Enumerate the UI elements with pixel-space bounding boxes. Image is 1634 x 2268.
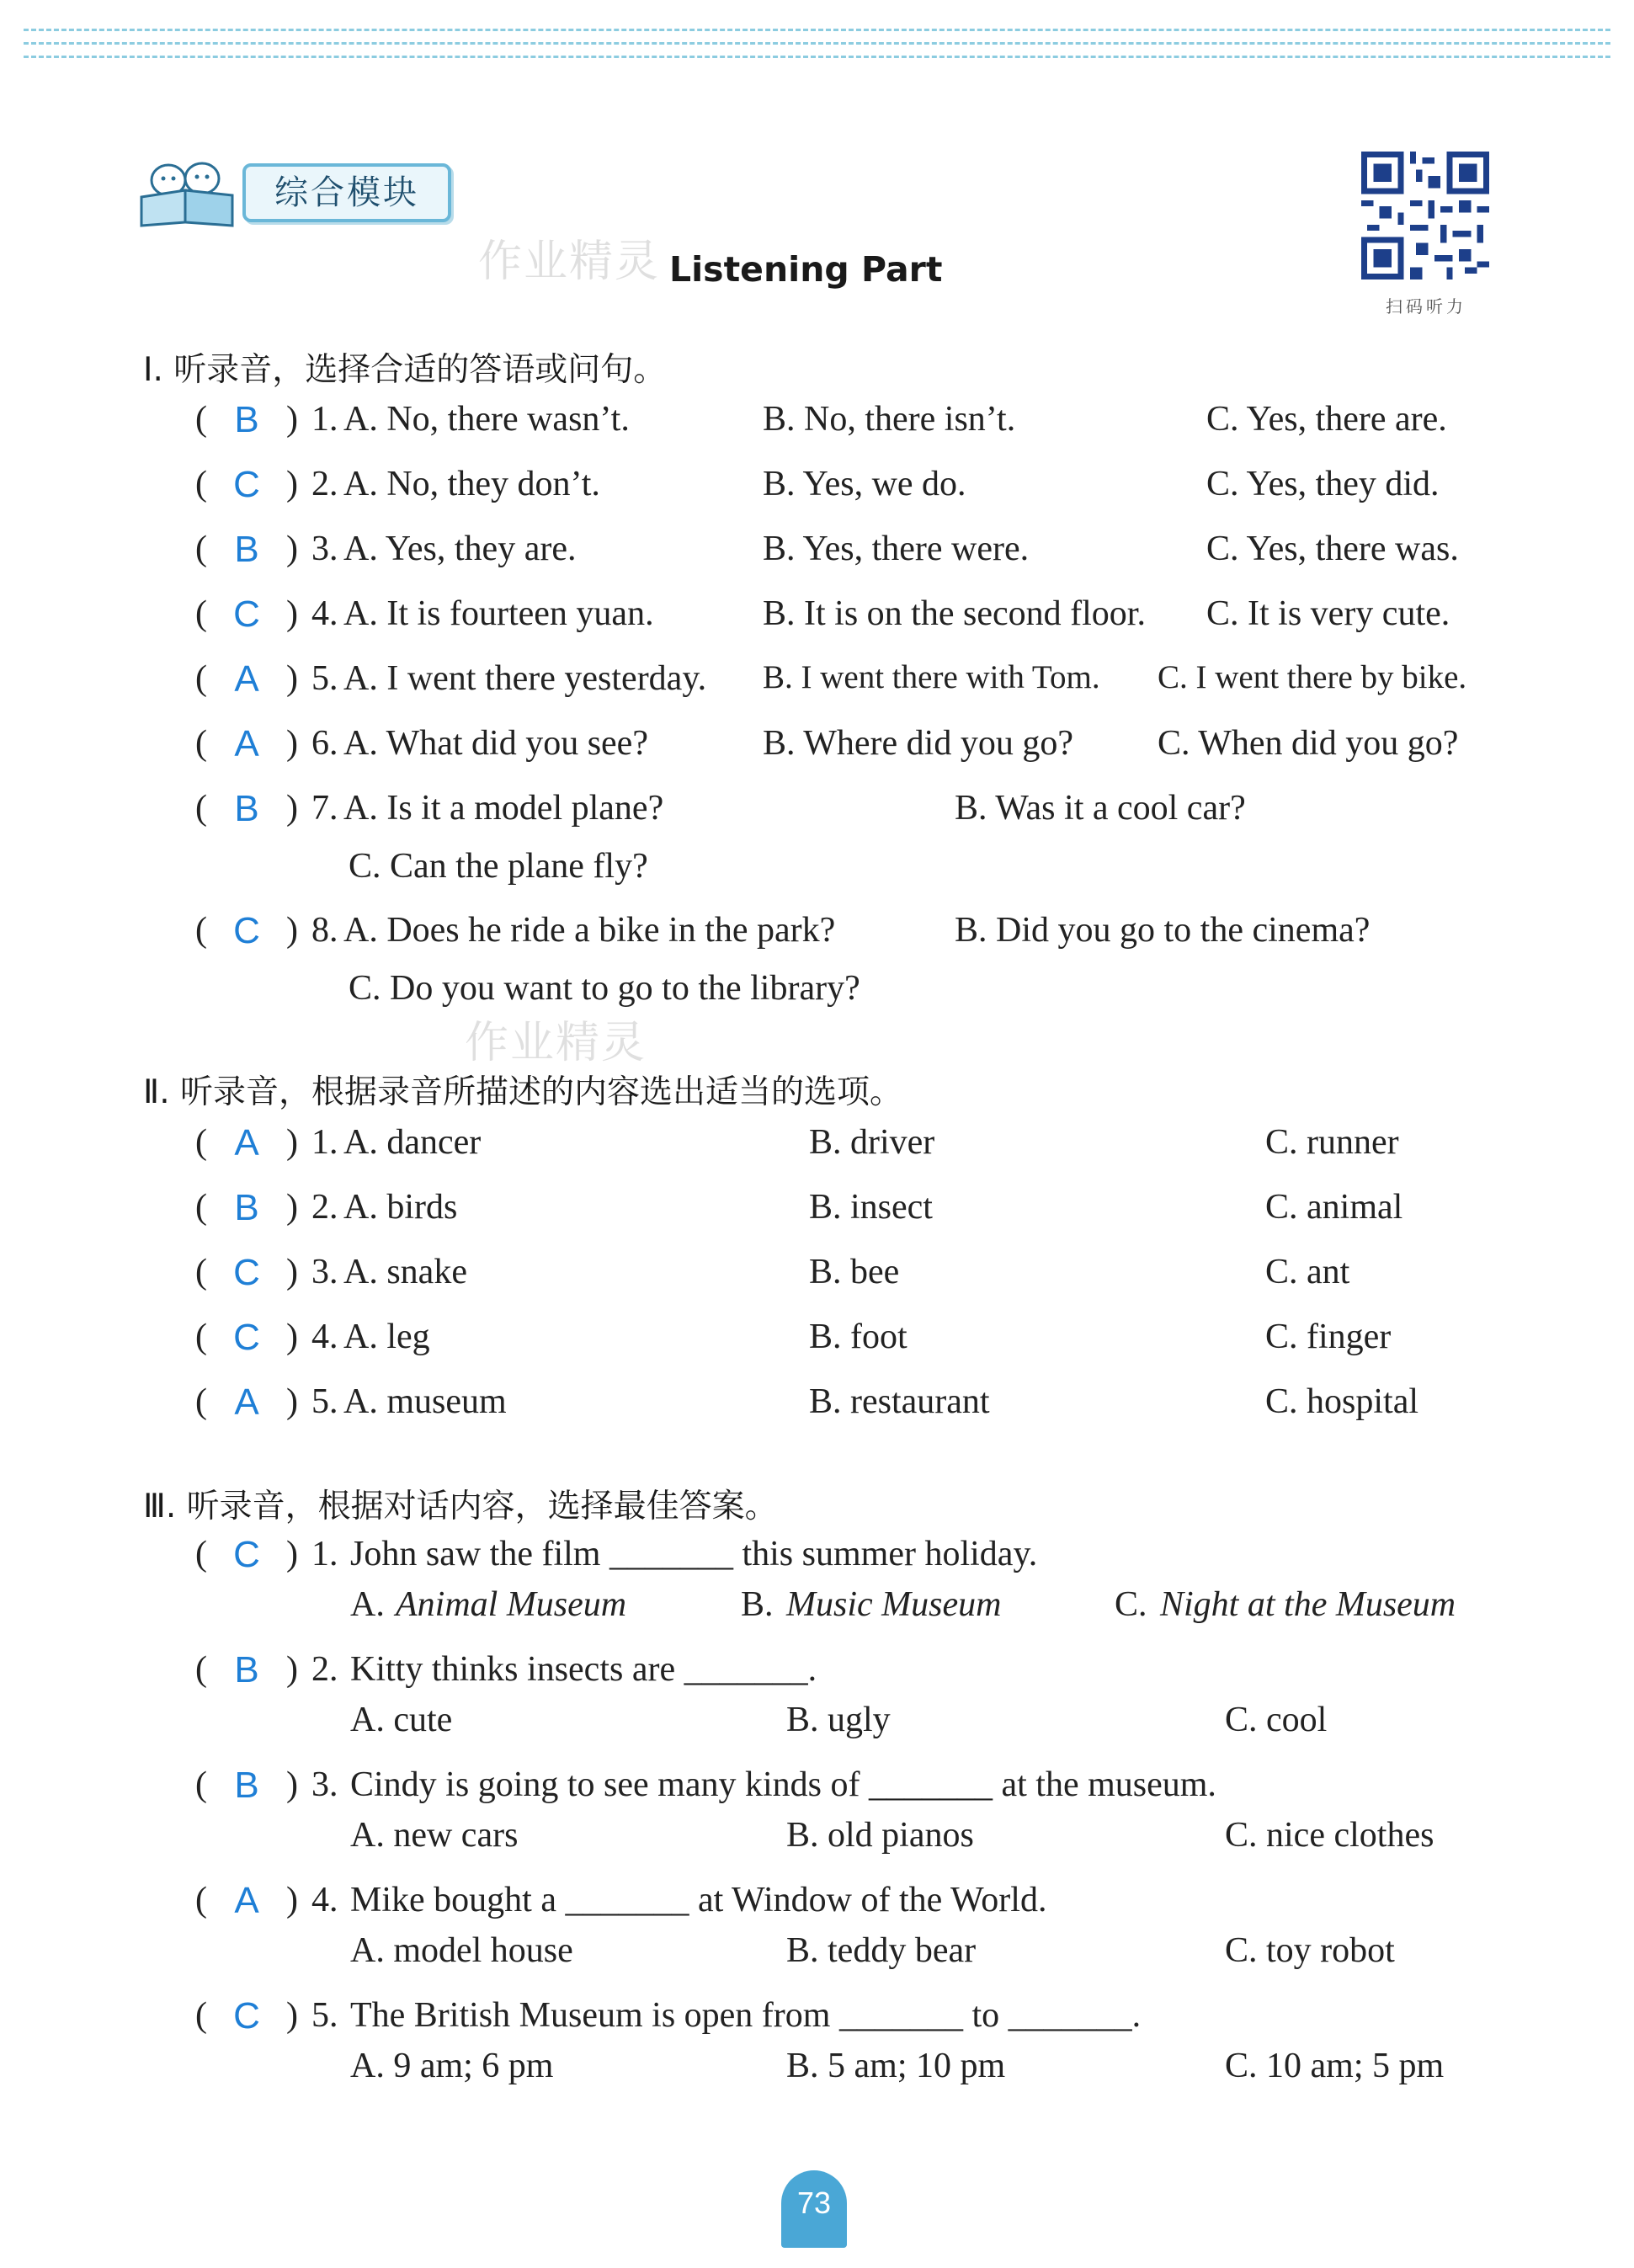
answer: B	[234, 788, 259, 829]
question: Kitty thinks insects are _______.	[350, 1650, 817, 1689]
s3-item-1-options	[0, 1584, 1634, 1632]
answer: C	[233, 1252, 260, 1293]
option-b: B. It is on the second floor.	[763, 594, 1146, 633]
option-a: A. Is it a model plane?	[343, 789, 664, 828]
option-c: C. Yes, there was.	[1206, 530, 1459, 568]
top-dashed-rule-1	[24, 29, 1610, 31]
module-label: 综合模块	[242, 163, 451, 222]
s2-item-4: ( C ) 4. A. leg B. foot C. finger	[195, 1317, 1392, 1358]
s1-item-8-line-2	[0, 968, 1634, 1015]
s3-item-2-options	[0, 1700, 1634, 1747]
page-number: 73	[796, 2185, 832, 2220]
top-dashed-rule-2	[24, 42, 1610, 45]
option-c: C. Can the plane fly?	[349, 847, 648, 886]
option-a: A. birds	[343, 1188, 458, 1227]
option-a: A. museum	[343, 1382, 507, 1421]
option-b: B. driver	[809, 1123, 935, 1162]
option-c: C. hospital	[1265, 1382, 1419, 1421]
answer: C	[233, 910, 260, 951]
s1-item-4: ( C ) 4. A. It is fourteen yuan. B. It is on the second floor. C. It is very cute.	[195, 594, 1450, 635]
s3-item-4-options	[0, 1930, 1634, 1978]
option-a: A. model house	[350, 1931, 573, 1970]
s1-item-7-line-2	[0, 846, 1634, 893]
s3-item-1: ( C ) 1. John saw the film _______ this summer holiday.	[195, 1534, 1038, 1575]
option-c: C. When did you go?	[1158, 724, 1459, 763]
answer: B	[234, 399, 259, 440]
s1-item-5: ( A ) 5. A. I went there yesterday. B. I went there with Tom. C. I went there by bike.	[195, 658, 1467, 700]
s3-item-2: ( B ) 2. Kitty thinks insects are _______.	[195, 1649, 817, 1690]
option-c: C. Yes, there are.	[1206, 400, 1447, 439]
answer: A	[234, 1122, 259, 1163]
option-a: A. What did you see?	[343, 724, 648, 763]
option-b: B. Was it a cool car?	[955, 789, 1246, 828]
s2-item-1: ( A ) 1. A. dancer B. driver C. runner	[195, 1122, 1399, 1163]
question: The British Museum is open from _______ to _______.	[350, 1996, 1142, 2035]
answer: C	[233, 1995, 260, 2036]
option-a: A. snake	[343, 1253, 467, 1291]
option-b: B. Where did you go?	[763, 724, 1073, 763]
option-c: C. 10 am; 5 pm	[1225, 2047, 1445, 2085]
option-c: C. toy robot	[1225, 1931, 1395, 1970]
s2-item-2: ( B ) 2. A. birds B. insect C. animal	[195, 1187, 1403, 1228]
option-c: C. cool	[1225, 1701, 1328, 1739]
option-a: A. Yes, they are.	[343, 530, 577, 568]
option-b: B. old pianos	[786, 1816, 974, 1855]
answer: A	[234, 1880, 259, 1921]
option-c: C. ant	[1265, 1253, 1350, 1291]
section-2-heading: Ⅱ. 听录音，根据录音所描述的内容选出适当的选项。	[143, 1073, 902, 1111]
page-title: Listening Part	[669, 249, 943, 290]
module-banner	[133, 160, 453, 227]
s1-item-6: ( A ) 6. A. What did you see? B. Where did you go? C. When did you go?	[195, 723, 1459, 764]
answer: B	[234, 1765, 259, 1806]
option-a: Animal Museum	[396, 1585, 627, 1624]
option-b: B. Yes, there were.	[763, 530, 1030, 568]
option-b: B. No, there isn’t.	[763, 400, 1016, 439]
option-c-prefix: C.	[1115, 1585, 1147, 1624]
option-c: C. It is very cute.	[1206, 594, 1450, 633]
option-b: B. bee	[809, 1253, 900, 1291]
option-b: B. I went there with Tom.	[763, 659, 1100, 695]
s1-item-7: ( B ) 7. A. Is it a model plane? B. Was it a cool car?	[195, 788, 1246, 829]
option-a: A. Does he ride a bike in the park?	[343, 911, 836, 950]
watermark: 作业精灵	[478, 237, 661, 287]
answer: C	[233, 1534, 260, 1575]
question: John saw the film _______ this summer holiday.	[350, 1535, 1038, 1573]
option-c: C. finger	[1265, 1318, 1392, 1356]
option-a: A. No, they don’t.	[343, 465, 600, 503]
option-b: B. teddy bear	[786, 1931, 977, 1970]
option-a: A. No, there wasn’t.	[343, 400, 630, 439]
s3-item-3: ( B ) 3. Cindy is going to see many kinds of _______ at the museum.	[195, 1765, 1216, 1806]
option-b: B. Yes, we do.	[763, 465, 966, 503]
answer: A	[234, 658, 259, 700]
section-1-heading: Ⅰ. 听录音，选择合适的答语或问句。	[143, 351, 667, 389]
top-dashed-rule-3	[24, 56, 1610, 58]
answer: A	[234, 1382, 259, 1423]
question: Cindy is going to see many kinds of _______ at the museum.	[350, 1765, 1216, 1804]
section-3-heading: Ⅲ. 听录音，根据对话内容，选择最佳答案。	[143, 1488, 778, 1525]
option-c: Night at the Museum	[1160, 1585, 1456, 1624]
option-b: B. Did you go to the cinema?	[955, 911, 1371, 950]
option-b-prefix: B.	[741, 1585, 774, 1624]
s2-item-5: ( A ) 5. A. museum B. restaurant C. hospital	[195, 1382, 1419, 1423]
option-b: B. restaurant	[809, 1382, 990, 1421]
s1-item-3: ( B ) 3. A. Yes, they are. B. Yes, there were. C. Yes, there was.	[195, 529, 1459, 570]
option-b: B. 5 am; 10 pm	[786, 2047, 1006, 2085]
answer: B	[234, 1649, 259, 1690]
option-c: C. animal	[1265, 1188, 1403, 1227]
option-c: C. runner	[1265, 1123, 1399, 1162]
answer: C	[233, 1317, 260, 1358]
option-a: A. I went there yesterday.	[343, 659, 707, 698]
option-a: A. cute	[350, 1701, 453, 1739]
option-c: C. Do you want to go to the library?	[349, 969, 860, 1008]
s3-item-4: ( A ) 4. Mike bought a _______ at Window of the World.	[195, 1880, 1047, 1921]
option-a: A. dancer	[343, 1123, 482, 1162]
answer: C	[233, 594, 260, 635]
option-a: A. new cars	[350, 1816, 519, 1855]
answer: A	[234, 723, 259, 764]
s3-item-3-options	[0, 1815, 1634, 1862]
answer: C	[233, 464, 260, 505]
option-a: A. 9 am; 6 pm	[350, 2047, 554, 2085]
option-b: Music Museum	[786, 1585, 1002, 1624]
qr-label: 扫码听力	[1386, 296, 1466, 317]
option-b: B. ugly	[786, 1701, 891, 1739]
option-a: A. It is fourteen yuan.	[343, 594, 654, 633]
watermark: 作业精灵	[465, 1018, 647, 1068]
option-c: C. I went there by bike.	[1158, 659, 1467, 695]
s3-item-5: ( C ) 5. The British Museum is open from _______ to _______.	[195, 1995, 1142, 2036]
answer: B	[234, 1187, 259, 1228]
s1-item-1: ( B ) 1. A. No, there wasn’t. B. No, there isn’t. C. Yes, there are.	[195, 399, 1447, 440]
kids-reading-icon	[133, 160, 242, 227]
s1-item-8: ( C ) 8. A. Does he ride a bike in the park? B. Did you go to the cinema?	[195, 910, 1371, 951]
s2-item-3: ( C ) 3. A. snake B. bee C. ant	[195, 1252, 1350, 1293]
qr-code-icon[interactable]	[1361, 152, 1489, 280]
question: Mike bought a _______ at Window of the World.	[350, 1881, 1047, 1919]
s1-item-2: ( C ) 2. A. No, they don’t. B. Yes, we do. C. Yes, they did.	[195, 464, 1440, 505]
option-c: C. nice clothes	[1225, 1816, 1434, 1855]
option-b: B. insect	[809, 1188, 933, 1227]
option-c: C. Yes, they did.	[1206, 465, 1440, 503]
option-a: A. leg	[343, 1318, 430, 1356]
option-b: B. foot	[809, 1318, 907, 1356]
option-a-prefix: A.	[350, 1585, 385, 1624]
answer: B	[234, 529, 259, 570]
s3-item-5-options	[0, 2046, 1634, 2093]
